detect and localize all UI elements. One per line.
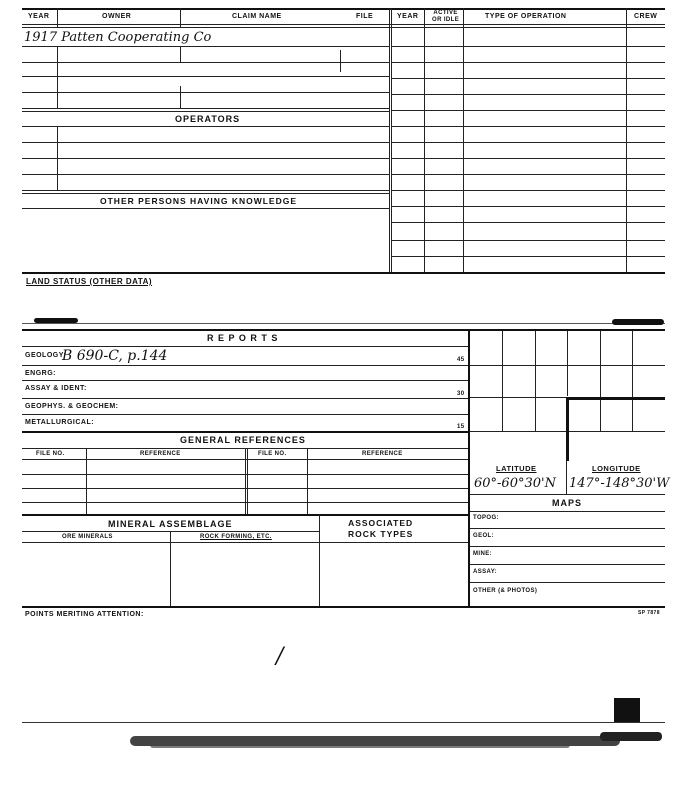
margin-30: 30 xyxy=(457,391,465,397)
margin-45: 45 xyxy=(457,357,465,363)
latitude-value-handwritten: 60°-60°30'N xyxy=(474,476,556,491)
file-no-header-2: FILE NO. xyxy=(258,451,287,457)
geology-label: GEOLOGY: xyxy=(25,352,67,359)
reference-header-2: REFERENCE xyxy=(362,451,403,457)
other-persons-label: OTHER PERSONS HAVING KNOWLEDGE xyxy=(100,196,298,206)
metallurgical-label: METALLURGICAL: xyxy=(25,419,95,426)
latitude-label: LATITUDE xyxy=(496,464,537,473)
maps-mine-label: MINE: xyxy=(473,551,492,557)
file-no-header-1: FILE NO. xyxy=(36,451,65,457)
scan-black-square xyxy=(614,698,640,722)
maps-other-photos-label: OTHER (& PHOTOS) xyxy=(473,588,538,594)
header-type-of-operation: TYPE OF OPERATION xyxy=(485,13,567,20)
header-claim-name: CLAIM NAME xyxy=(232,13,282,20)
header-file: FILE xyxy=(356,13,374,20)
maps-title: MAPS xyxy=(552,498,583,508)
maps-topog-label: TOPOG: xyxy=(473,515,499,521)
longitude-value-handwritten: 147°-148°30'W xyxy=(569,476,670,491)
header-year-2: YEAR xyxy=(397,13,419,20)
assay-ident-label: ASSAY & IDENT: xyxy=(25,385,87,392)
longitude-label: LONGITUDE xyxy=(592,464,641,473)
header-owner: OWNER xyxy=(102,13,132,20)
stray-pen-mark: / xyxy=(276,644,284,669)
form-code: SP 7878 xyxy=(638,610,660,616)
header-crew: CREW xyxy=(634,13,658,20)
mineral-assemblage-title: MINERAL ASSEMBLAGE xyxy=(108,519,233,529)
margin-15: 15 xyxy=(457,424,465,430)
geophys-geochem-label: GEOPHYS. & GEOCHEM: xyxy=(25,403,119,410)
header-year: YEAR xyxy=(28,13,50,20)
maps-geol-label: GEOL: xyxy=(473,533,494,539)
maps-assay-label: ASSAY: xyxy=(473,569,498,575)
reference-header-1: REFERENCE xyxy=(140,451,181,457)
ore-minerals-header: ORE MINERALS xyxy=(62,534,113,540)
header-active-or-idle: ACTIVE OR IDLE xyxy=(432,10,460,23)
rock-forming-header: ROCK FORMING, ETC. xyxy=(200,534,272,540)
reports-title: R E P O R T S xyxy=(207,333,279,343)
operators-label: OPERATORS xyxy=(175,114,241,124)
points-meriting-attention-label: POINTS MERITING ATTENTION: xyxy=(25,611,144,618)
owner-entry-handwritten: 1917 Patten Cooperating Co xyxy=(24,30,212,45)
associated-rock-types-label: ASSOCIATED ROCK TYPES xyxy=(348,518,414,539)
general-references-title: GENERAL REFERENCES xyxy=(180,435,306,445)
geology-value-handwritten: B 690-C, p.144 xyxy=(62,348,168,364)
engrg-label: ENGRG: xyxy=(25,370,56,377)
land-status-label: LAND STATUS (OTHER DATA) xyxy=(26,277,153,286)
